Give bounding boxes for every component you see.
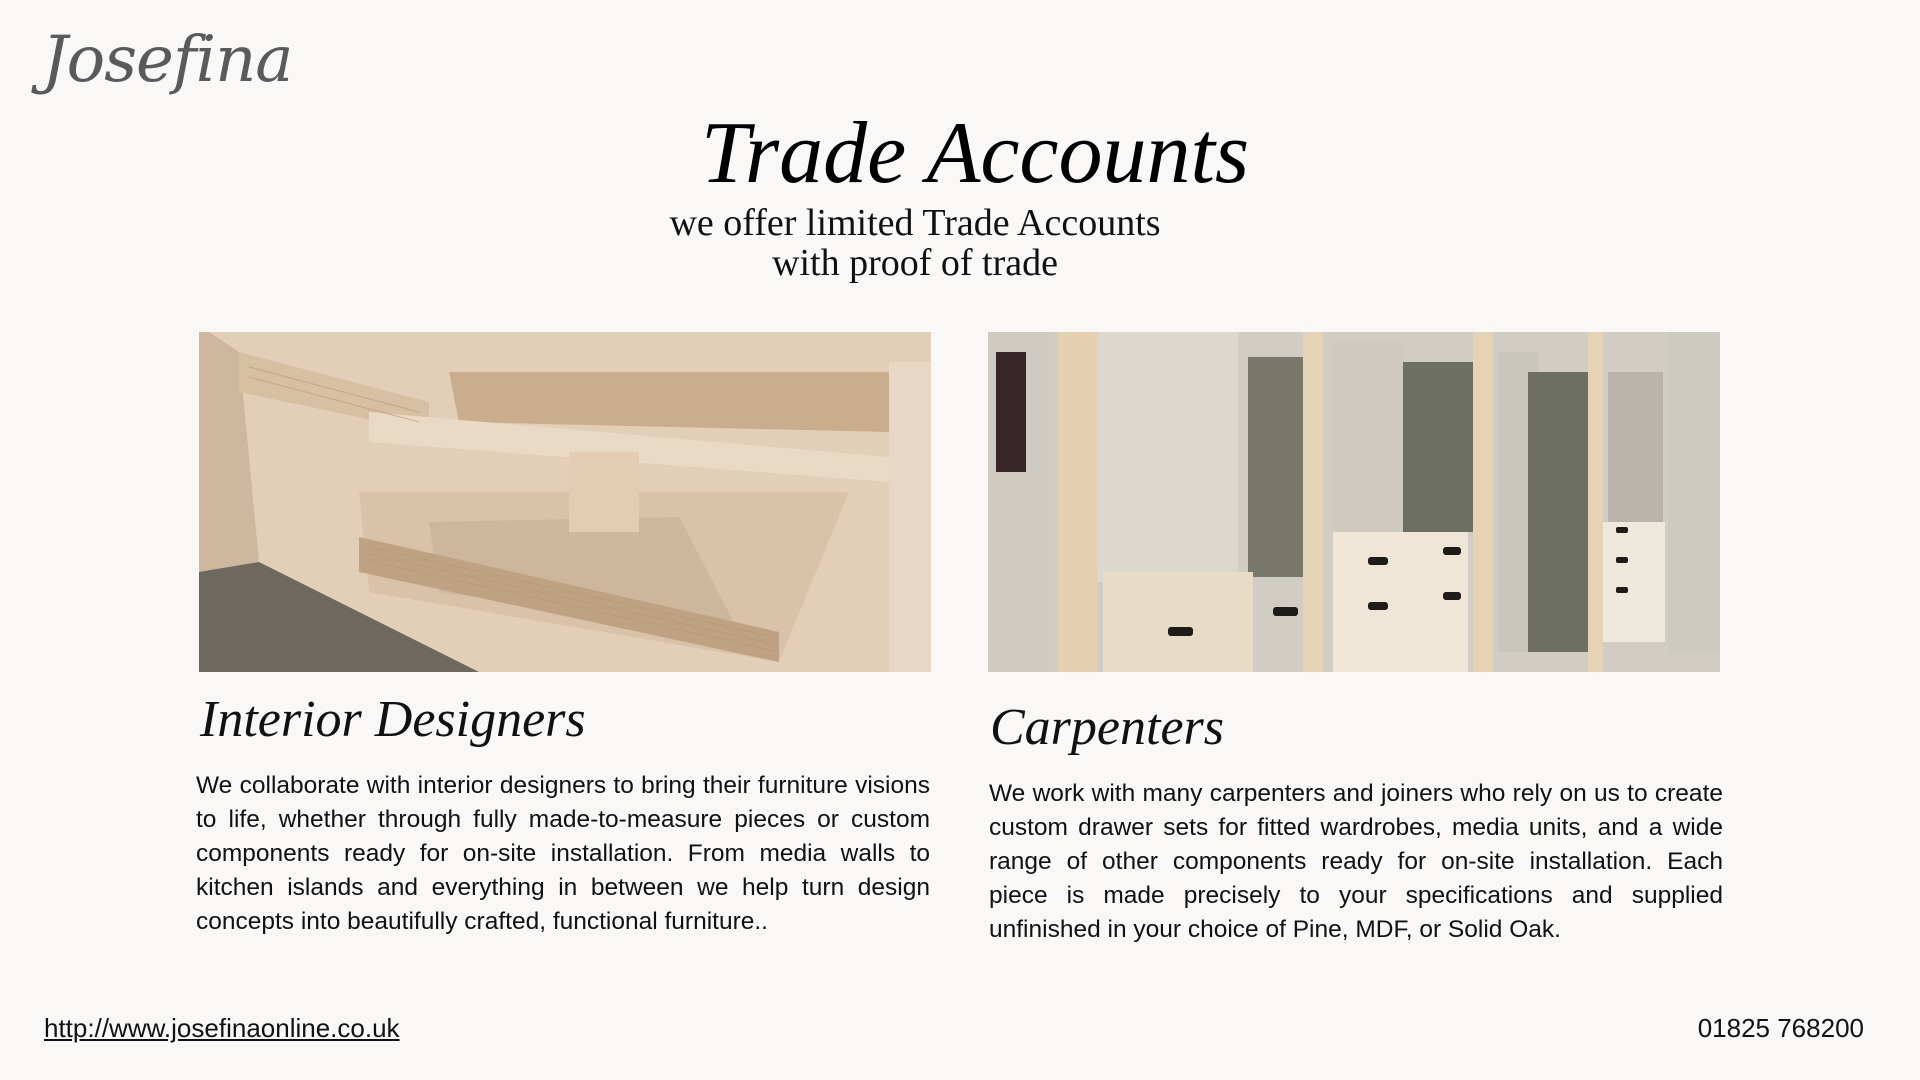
interior-designers-heading: Interior Designers: [200, 691, 586, 748]
page-title: Trade Accounts: [700, 105, 1250, 202]
carpenters-heading: Carpenters: [990, 699, 1224, 756]
phone-number: 01825 768200: [1697, 1013, 1864, 1043]
website-link[interactable]: http://www.josefinaonline.co.uk: [44, 1013, 400, 1043]
interior-designers-text: We collaborate with interior designers to bring their furniture visions to life, whether through fully made-to-measure pieces or custom components ready for on-site installation. From media walls to kitchen islands and everything in between we help turn design concepts into beautifully crafted, functional furniture..: [196, 772, 930, 935]
wardrobe-illustration: [988, 332, 1720, 672]
subtitle-line-1: we offer limited Trade Accounts: [669, 202, 1161, 244]
subtitle-line-2: with proof of trade: [772, 242, 1058, 284]
carpenters-photo: [988, 332, 1720, 672]
brand-logo: Josefina: [42, 23, 293, 97]
page-subtitle: [0, 203, 1920, 283]
drawer-unit-illustration: [199, 332, 931, 672]
interior-designers-photo: [199, 332, 931, 672]
carpenters-text: We work with many carpenters and joiners who rely on us to create custom drawer sets for fitted wardrobes, media units, and a wide range of other components ready for on-site installation. Each piece is made precisely to your specifications and supplied unfinished in your choice of Pine, MDF, or Solid Oak.: [989, 780, 1723, 943]
